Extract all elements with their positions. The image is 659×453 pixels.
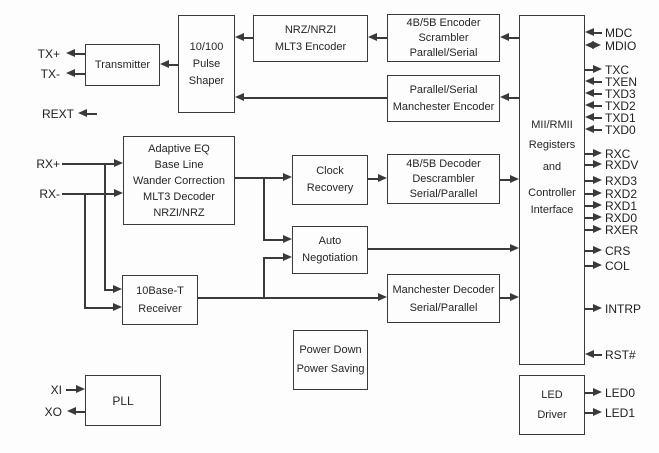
- block-line: Serial/Parallel: [409, 187, 478, 200]
- block-line: PLL: [112, 393, 134, 408]
- block-10baset-receiver: [122, 275, 198, 325]
- block-transmitter: [85, 44, 160, 86]
- block-clock-recovery: [292, 155, 368, 205]
- arrow-rxc: [593, 149, 602, 157]
- arrow-txd2: [585, 101, 594, 109]
- wire-rx-minus: [62, 193, 115, 195]
- wire-decoder-to-mii: [500, 179, 510, 181]
- arrow-led0: [593, 388, 602, 396]
- pin-label-col: COL: [605, 259, 630, 273]
- pin-label-led1: LED1: [605, 406, 636, 420]
- wire-crs: [585, 250, 593, 252]
- block-line: Controller: [528, 187, 576, 199]
- block-line: Interface: [530, 204, 574, 216]
- block-line: Scrambler: [418, 31, 469, 44]
- block-decoder-descrambler: [387, 154, 500, 204]
- wire-txc: [585, 69, 593, 71]
- wire-led1: [585, 412, 593, 414]
- arrow-into-encoder-scrambler: [500, 33, 509, 41]
- pin-label-rx-minus: RX-: [39, 187, 60, 201]
- block-line: Pulse: [192, 57, 221, 70]
- arrow-mdc: [585, 28, 594, 36]
- arrow-txc: [593, 65, 602, 73]
- arrow-into-autoneg-bottom: [283, 253, 292, 261]
- wire-adaptive-eq-to-clock-recovery: [235, 177, 284, 179]
- block-line: NRZI/NRZ: [153, 206, 205, 219]
- wire-led0: [585, 392, 593, 394]
- arrow-led1: [593, 408, 602, 416]
- wire-rxd3: [585, 180, 593, 182]
- wire-col: [585, 265, 593, 267]
- wire-eq-branch-vertical: [263, 177, 265, 240]
- arrow-autoneg-into-mii: [510, 244, 519, 252]
- block-line: Transmitter: [94, 59, 151, 71]
- arrow-tx-minus: [66, 69, 75, 77]
- arrow-intrp: [593, 304, 602, 312]
- arrow-into-nrz-encoder: [368, 33, 377, 41]
- block-pulse-shaper: [178, 15, 235, 113]
- pin-label-xo: XO: [44, 405, 62, 419]
- pin-label-rx-plus: RX+: [36, 157, 60, 171]
- wire-tx-plus: [75, 53, 85, 55]
- wire-10baset-to-manchester-decoder: [198, 297, 378, 299]
- block-encoder-scrambler: [387, 14, 500, 62]
- wire-rxc: [585, 153, 593, 155]
- wire-mii-to-encoder-scrambler: [509, 37, 519, 39]
- wire-txd1: [594, 117, 602, 119]
- pin-label-mdc: MDC: [605, 26, 633, 40]
- arrow-into-decoder: [378, 174, 387, 182]
- block-line: Adaptive EQ: [148, 142, 210, 155]
- arrow-txd0: [585, 125, 594, 133]
- wire-manchester-encoder-to-pulse-shaper: [244, 97, 387, 99]
- pin-label-txd3: TXD3: [605, 87, 636, 101]
- wire-encoder-scrambler-to-nrz: [377, 37, 387, 39]
- pin-label-rxd1: RXD1: [605, 199, 638, 213]
- wire-tx-minus: [75, 73, 85, 75]
- block-line: Negotiation: [302, 252, 358, 264]
- block-nrz-mlt3-encoder: [253, 15, 368, 62]
- arrow-rst: [585, 350, 594, 358]
- pin-label-txd1: TXD1: [605, 111, 636, 125]
- block-line: and: [542, 161, 562, 173]
- block-auto-negotiation: [292, 226, 368, 274]
- block-line: Serial/Parallel: [409, 301, 478, 314]
- wire-rext: [87, 113, 97, 115]
- pin-label-intrp: INTRP: [605, 302, 641, 316]
- arrow-rext: [78, 109, 87, 117]
- block-line: MLT3 Encoder: [274, 40, 347, 53]
- arrow-decoder-into-mii: [510, 175, 519, 183]
- block-line: Parallel/Serial: [409, 46, 478, 59]
- arrow-xo: [67, 407, 76, 415]
- wire-rxd0: [585, 217, 593, 219]
- pin-label-tx-minus: TX-: [40, 67, 60, 81]
- arrow-into-pulse-shaper-top: [235, 33, 244, 41]
- pin-label-xi: XI: [50, 383, 62, 397]
- block-line: Wander Correction: [133, 174, 225, 187]
- arrow-into-clock-recovery: [283, 173, 292, 181]
- wire-pulse-shaper-to-transmitter: [169, 64, 178, 66]
- wire-rx-minus-branch-vertical: [84, 193, 86, 308]
- block-line: 4B/5B Encoder: [406, 16, 481, 29]
- wire-txen: [594, 81, 602, 83]
- block-pll: [85, 375, 161, 426]
- pin-label-led0: LED0: [605, 386, 636, 400]
- block-line: 4B/5B Decoder: [406, 157, 481, 170]
- pin-label-rxd3: RXD3: [605, 174, 638, 188]
- block-line: LED: [541, 389, 563, 401]
- block-line: MII/RMII: [531, 119, 573, 131]
- block-line: 10/100: [189, 40, 224, 53]
- arrow-rx-minus-to-10baset: [113, 303, 122, 311]
- pin-label-tx-plus: TX+: [37, 47, 60, 61]
- pin-label-txd2: TXD2: [605, 99, 636, 113]
- block-line: Descrambler: [412, 172, 475, 185]
- arrow-col: [593, 261, 602, 269]
- wire-rx-plus: [62, 163, 115, 165]
- wire-rx-plus-branch-vertical: [104, 163, 106, 290]
- pin-label-rxd0: RXD0: [605, 211, 638, 225]
- pin-label-mdio: MDIO: [605, 39, 637, 53]
- arrow-rxer: [593, 225, 602, 233]
- block-line: Auto: [318, 235, 342, 247]
- arrow-into-pulse-shaper-bottom: [235, 93, 244, 101]
- block-line: Power Down: [299, 344, 362, 356]
- wire-rxdv: [585, 164, 593, 166]
- arrow-rxdv: [593, 160, 602, 168]
- arrow-mdio-right: [592, 41, 601, 49]
- wire-xo: [76, 411, 85, 413]
- block-line: Recovery: [306, 182, 354, 194]
- pin-label-rxd2: RXD2: [605, 187, 638, 201]
- wire-nrz-encoder-to-pulse-shaper: [244, 37, 253, 39]
- block-line: Driver: [537, 409, 567, 421]
- block-adaptive-eq: [123, 136, 235, 225]
- arrow-into-manchester-decoder: [378, 293, 387, 301]
- block-line: Shaper: [188, 74, 225, 87]
- block-line: Receiver: [138, 303, 182, 315]
- wire-manchester-decoder-to-mii: [500, 297, 510, 299]
- pin-label-txen: TXEN: [605, 75, 638, 89]
- wire-10baset-branch-to-autoneg: [263, 257, 284, 259]
- wire-mii-to-manchester-encoder: [509, 97, 519, 99]
- block-manchester-decoder: [387, 274, 500, 323]
- arrow-rxd0: [593, 213, 602, 221]
- wire-mdc: [594, 32, 602, 34]
- wire-intrp: [585, 308, 593, 310]
- arrow-txd1: [585, 113, 594, 121]
- pin-label-rxc: RXC: [605, 147, 631, 161]
- arrow-txen: [585, 77, 594, 85]
- block-mii-rmii-interface: [519, 15, 585, 365]
- wire-rxd2: [585, 193, 593, 195]
- arrow-into-transmitter: [160, 60, 169, 68]
- arrow-into-autoneg-top: [283, 235, 292, 243]
- arrow-rxd3: [593, 176, 602, 184]
- arrow-rx-plus-to-10baset: [113, 285, 122, 293]
- pin-label-txd0: TXD0: [605, 123, 636, 137]
- arrow-txd3: [585, 89, 594, 97]
- block-line: Power Saving: [296, 363, 365, 375]
- arrow-xi: [76, 385, 85, 393]
- wire-rxer: [585, 229, 593, 231]
- wire-autoneg-to-mii: [368, 248, 510, 250]
- wire-eq-branch-to-autoneg: [263, 239, 284, 241]
- block-line: 10Base-T: [136, 285, 184, 297]
- block-manchester-encoder: [387, 75, 500, 122]
- pin-label-txc: TXC: [605, 63, 629, 77]
- block-line: Parallel/Serial: [409, 83, 478, 96]
- block-line: Manchester Decoder: [392, 283, 495, 296]
- arrow-rxd2: [593, 189, 602, 197]
- block-line: Clock: [316, 165, 344, 177]
- block-line: MLT3 Decoder: [143, 190, 215, 203]
- arrow-rx-minus: [114, 189, 123, 197]
- wire-10baset-branch-vertical: [263, 257, 265, 298]
- arrow-rxd1: [593, 201, 602, 209]
- block-line: Registers: [528, 139, 576, 151]
- pin-label-rext: REXT: [41, 107, 74, 121]
- pin-label-crs: CRS: [605, 244, 631, 258]
- arrow-tx-plus: [66, 49, 75, 57]
- block-line: NRZ/NRZI: [284, 23, 337, 36]
- pin-label-rxdv: RXDV: [605, 158, 639, 172]
- block-line: Base Line: [154, 158, 204, 171]
- pin-label-rst: RST#: [605, 348, 636, 362]
- arrow-crs: [593, 246, 602, 254]
- wire-rxd1: [585, 205, 593, 207]
- block-power-down: [293, 330, 368, 390]
- wire-txd2: [594, 105, 602, 107]
- block-line: Manchester Encoder: [392, 100, 495, 113]
- arrow-into-manchester-encoder: [500, 93, 509, 101]
- block-led-driver: [519, 375, 585, 435]
- wire-rst: [594, 354, 602, 356]
- arrow-manchester-decoder-into-mii: [510, 293, 519, 301]
- wire-txd3: [594, 93, 602, 95]
- pin-label-rxer: RXER: [605, 223, 639, 237]
- wire-xi: [66, 389, 76, 391]
- arrow-rx-plus: [114, 159, 123, 167]
- wire-txd0: [594, 129, 602, 131]
- wire-rx-minus-branch: [84, 307, 115, 309]
